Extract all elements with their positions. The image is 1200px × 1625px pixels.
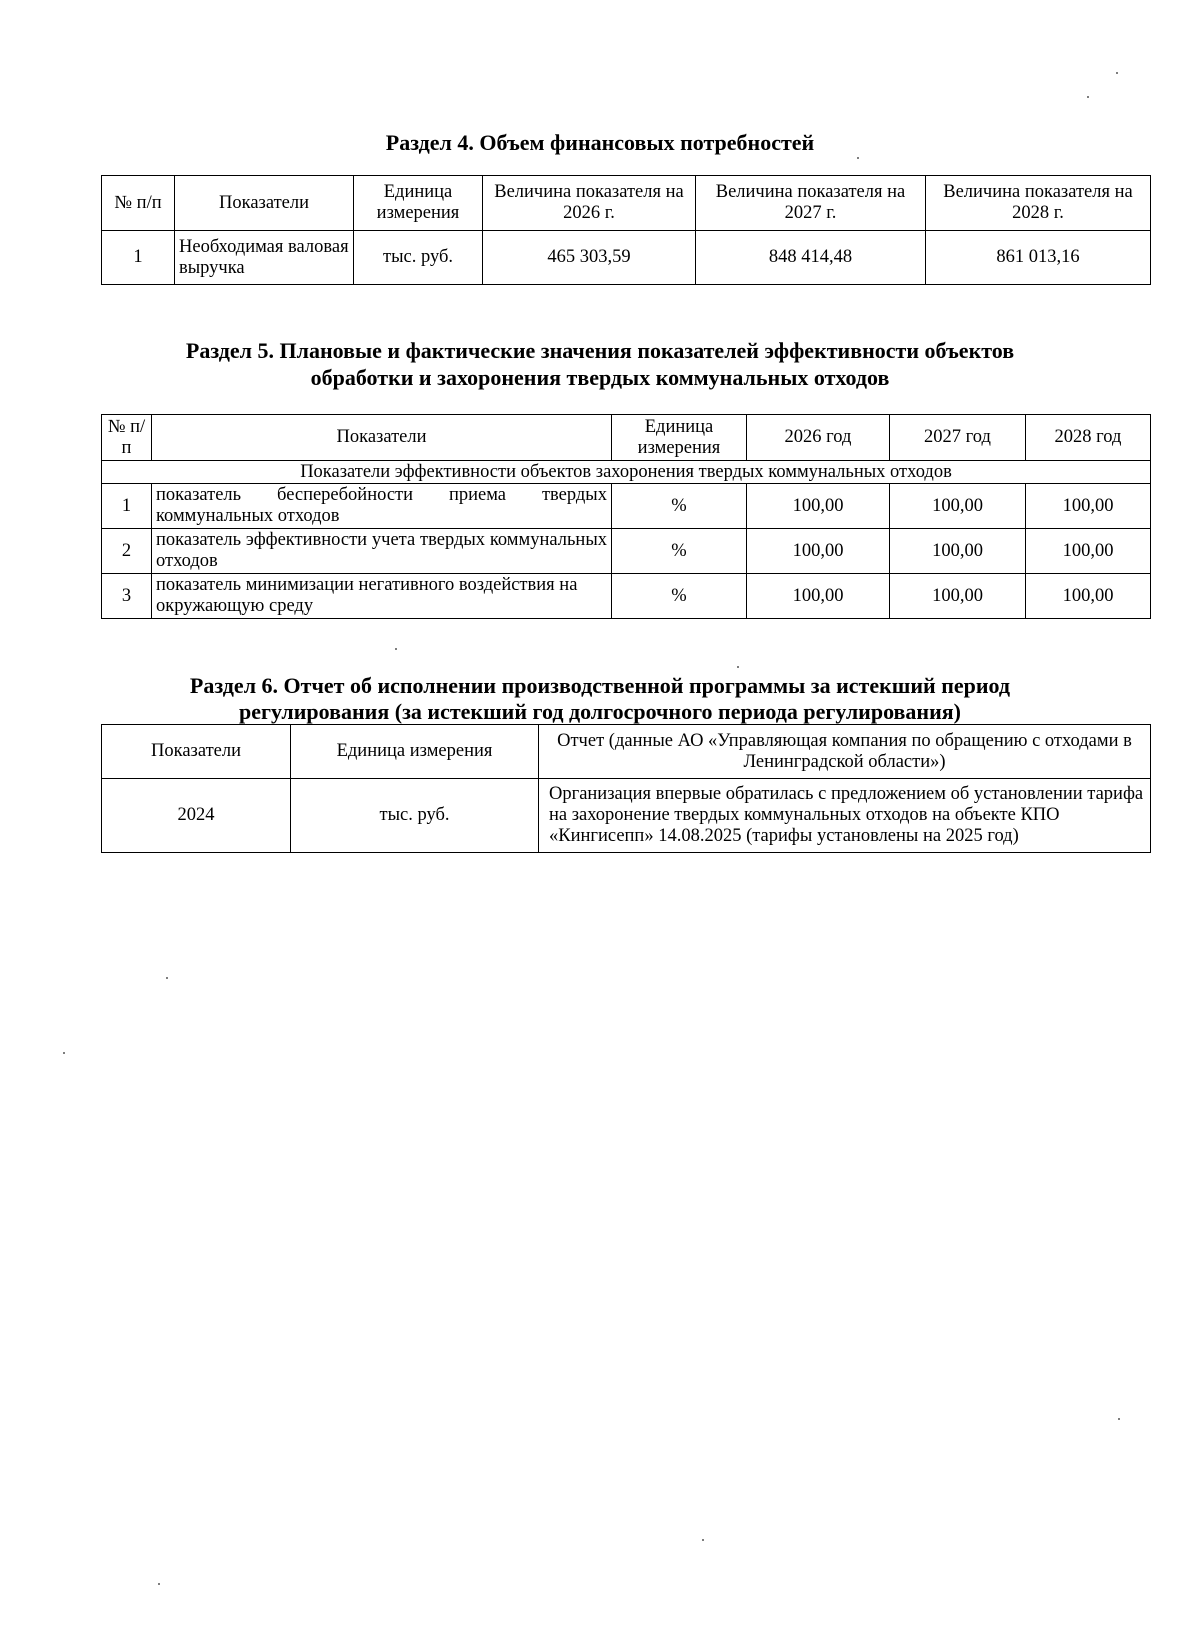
row-value-2028: 100,00 <box>1026 574 1151 619</box>
section5-title-line1: Раздел 5. Плановые и фактические значения показателей эффективности объектов <box>185 338 1015 363</box>
row-indicator: показатель минимизации негативного воздействия на окружающую среду <box>152 574 612 619</box>
section6-title-line1: Раздел 6. Отчет об исполнении производственной программы за истекший период <box>189 673 1011 698</box>
row-unit: % <box>612 529 747 574</box>
row-value-2026: 100,00 <box>747 574 890 619</box>
table-row <box>102 484 1151 529</box>
header-num: № п/п <box>102 415 152 461</box>
row-value-2028: 100,00 <box>1026 529 1151 574</box>
scan-speck <box>702 1539 704 1541</box>
header-2027: 2027 год <box>890 415 1026 461</box>
header-indicator: Показатели <box>152 415 612 461</box>
row-num: 1 <box>102 484 152 529</box>
header-2026: Величина показателя на 2026 г. <box>483 176 696 231</box>
header-2028: 2028 год <box>1026 415 1151 461</box>
section6-header-row <box>102 725 1151 779</box>
scan-speck <box>395 648 397 650</box>
scan-speck <box>1118 1418 1120 1420</box>
row-value-2026: 100,00 <box>747 484 890 529</box>
section6-title-line2: регулирования (за истекший год долгосрочного периода регулирования) <box>238 699 962 724</box>
row-indicator: показатель эффективности учета твердых коммунальных отходов <box>152 529 612 574</box>
header-unit: Единица измерения <box>354 176 483 231</box>
section4-header-row <box>102 176 1151 231</box>
scan-speck <box>857 157 859 159</box>
section5-table <box>101 414 1151 619</box>
row-unit: % <box>612 484 747 529</box>
row-value-2028: 100,00 <box>1026 484 1151 529</box>
header-num: № п/п <box>102 176 175 231</box>
scan-speck <box>63 1052 65 1054</box>
row-num: 3 <box>102 574 152 619</box>
row-num: 2 <box>102 529 152 574</box>
row-unit: тыс. руб. <box>354 231 483 285</box>
header-indicator: Показатели <box>102 725 291 779</box>
header-report: Отчет (данные АО «Управляющая компания по обращению с отходами в Ленинградской области») <box>539 725 1151 779</box>
section5-group-row <box>102 461 1151 484</box>
table-row <box>102 231 1151 285</box>
scan-speck <box>166 977 168 979</box>
row-value-2027: 848 414,48 <box>696 231 926 285</box>
header-2026: 2026 год <box>747 415 890 461</box>
section5-title-line2: обработки и захоронения твердых коммунальных отходов <box>310 365 890 390</box>
section6-table <box>101 724 1151 853</box>
group-label: Показатели эффективности объектов захоронения твердых коммунальных отходов <box>102 461 1151 484</box>
row-num: 1 <box>102 231 175 285</box>
header-unit: Единица измерения <box>612 415 747 461</box>
row-value-2026: 465 303,59 <box>483 231 696 285</box>
row-value-2027: 100,00 <box>890 484 1026 529</box>
row-value-2027: 100,00 <box>890 574 1026 619</box>
table-row <box>102 529 1151 574</box>
row-indicator: показатель бесперебойности приема твердых коммунальных отходов <box>152 484 612 529</box>
scan-speck <box>737 666 739 668</box>
scan-speck <box>1087 96 1089 98</box>
section4-table <box>101 175 1151 285</box>
section4-title: Раздел 4. Объем финансовых потребностей <box>385 130 815 155</box>
row-unit: % <box>612 574 747 619</box>
scan-speck <box>1116 72 1118 74</box>
header-indicator: Показатели <box>175 176 354 231</box>
header-unit: Единица измерения <box>291 725 539 779</box>
header-2027: Величина показателя на 2027 г. <box>696 176 926 231</box>
section5-header-row <box>102 415 1151 461</box>
row-unit: тыс. руб. <box>291 779 539 853</box>
table-row <box>102 779 1151 853</box>
row-report: Организация впервые обратилась с предложением об установлении тарифа на захоронение твердых коммунальных отходов на объекте КПО «Кингисепп» 14.08.2025 (тарифы установлены на 2025 год) <box>539 779 1151 853</box>
scan-speck <box>158 1583 160 1585</box>
row-value-2027: 100,00 <box>890 529 1026 574</box>
header-2028: Величина показателя на 2028 г. <box>926 176 1151 231</box>
row-indicator: 2024 <box>102 779 291 853</box>
row-value-2026: 100,00 <box>747 529 890 574</box>
row-value-2028: 861 013,16 <box>926 231 1151 285</box>
row-indicator: Необходимая валовая выручка <box>175 231 354 285</box>
table-row <box>102 574 1151 619</box>
